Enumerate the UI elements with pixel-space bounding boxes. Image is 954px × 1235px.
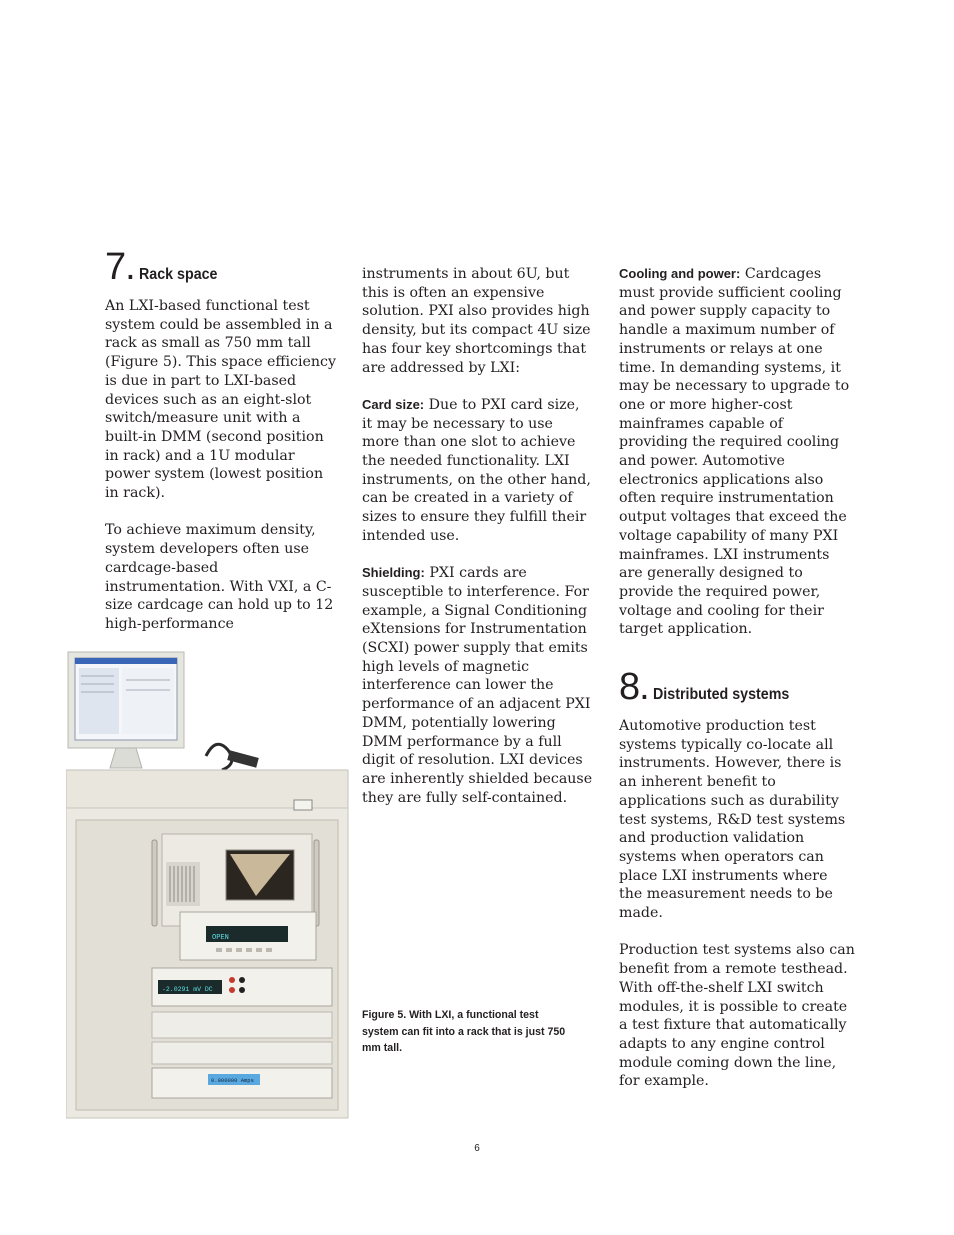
column-1	[105, 246, 337, 652]
svg-text:-2.0291 mV DC: -2.0291 mV DC	[162, 986, 213, 993]
cooling-text: Cardcages must provide sufficient cooling and power supply capacity to handle a maximum number of instruments or relays at one time. In demanding systems, it may be necessary to upgrade to one or more higher-cost mainframes capable of providing the required cooling and power. Automotive electronics applications also often require instrumentation output voltages that exceed the voltage capability of many PXI mainframes. LXI instruments are generally designed to provide the required power, voltage and cooling for their target application.	[619, 266, 850, 638]
monitor-stand	[110, 748, 142, 768]
svg-text:OPEN: OPEN	[212, 934, 229, 942]
section-7-paragraph-1: An LXI-based functional test system could be assembled in a rack as small as 750 mm tall (Figure 5). This space efficiency is due in part to LXI-based devices such as an eight-slot switch/measure unit with a built-in DMM (second position in rack) and a 1U modular power system (lowest position in rack).	[105, 298, 336, 502]
section-7-paragraph-2-continued: instruments in about 6U, but this is often an expensive solution. PXI also provides high density, but its compact 4U size has four key shortcomings that are addressed by LXI:	[362, 266, 591, 376]
card-size-label: Card size:	[362, 396, 425, 412]
figure-caption: Figure 5. With LXI, a functional test system can fit into a rack that is just 750 mm tall.	[362, 1009, 566, 1054]
section-7-title: Rack space	[138, 266, 218, 283]
section-8-paragraph-2: Production test systems also can benefit from a remote testhead. With off-the-shelf LXI switch modules, it is possible to create a test fixture that automatically adapts to any engine control module coming down the line, for example.	[619, 942, 855, 1090]
section-7-paragraph-2: To achieve maximum density, system developers often use cardcage-based instrumentation. With VXI, a C-size cardcage can hold up to 12 high-performance	[105, 522, 334, 632]
section-8-title: Distributed systems	[652, 686, 790, 704]
section-7-number: 7.	[105, 246, 135, 288]
rack-illustration	[66, 650, 352, 1120]
card-size-text: Due to PXI card size, it may be necessary to use more than one slot to achieve the needed functionality. LXI instruments, on the other hand, can be created in a variety of sizes to ensure they fulfill their intended use.	[362, 396, 591, 544]
shielding-label: Shielding:	[362, 565, 425, 581]
page-number: 6	[474, 1143, 480, 1154]
shielding-text: PXI cards are susceptible to interference. For example, a Signal Conditioning eXtensions for Instrumentation (SCXI) power supply that emits high levels of magnetic interference can lower the performance of an adjacent PXI DMM, potentially lowering DMM performance by a full digit of resolution. LXI devices are inherently shielded because they are fully self-contained.	[362, 565, 593, 806]
rack-figure	[66, 650, 352, 1120]
cooling-label: Cooling and power:	[619, 266, 741, 281]
section-7-heading	[105, 246, 337, 288]
svg-text:0.000000 Amps: 0.000000 Amps	[211, 1077, 254, 1084]
section-8-paragraph-1: Automotive production test systems typically co-locate all instruments. However, there is an inherent benefit to applications such as durability test systems, R&D test systems and production validation systems when operators can place LXI instruments where the measurement needs to be made.	[619, 718, 846, 922]
section-8-number: 8.	[619, 666, 649, 709]
column-2	[362, 265, 594, 826]
section-8-heading	[619, 666, 855, 709]
card-size-paragraph	[362, 396, 594, 546]
shielding-paragraph	[362, 564, 594, 807]
cooling-paragraph	[619, 265, 855, 639]
column-3	[619, 265, 855, 1110]
